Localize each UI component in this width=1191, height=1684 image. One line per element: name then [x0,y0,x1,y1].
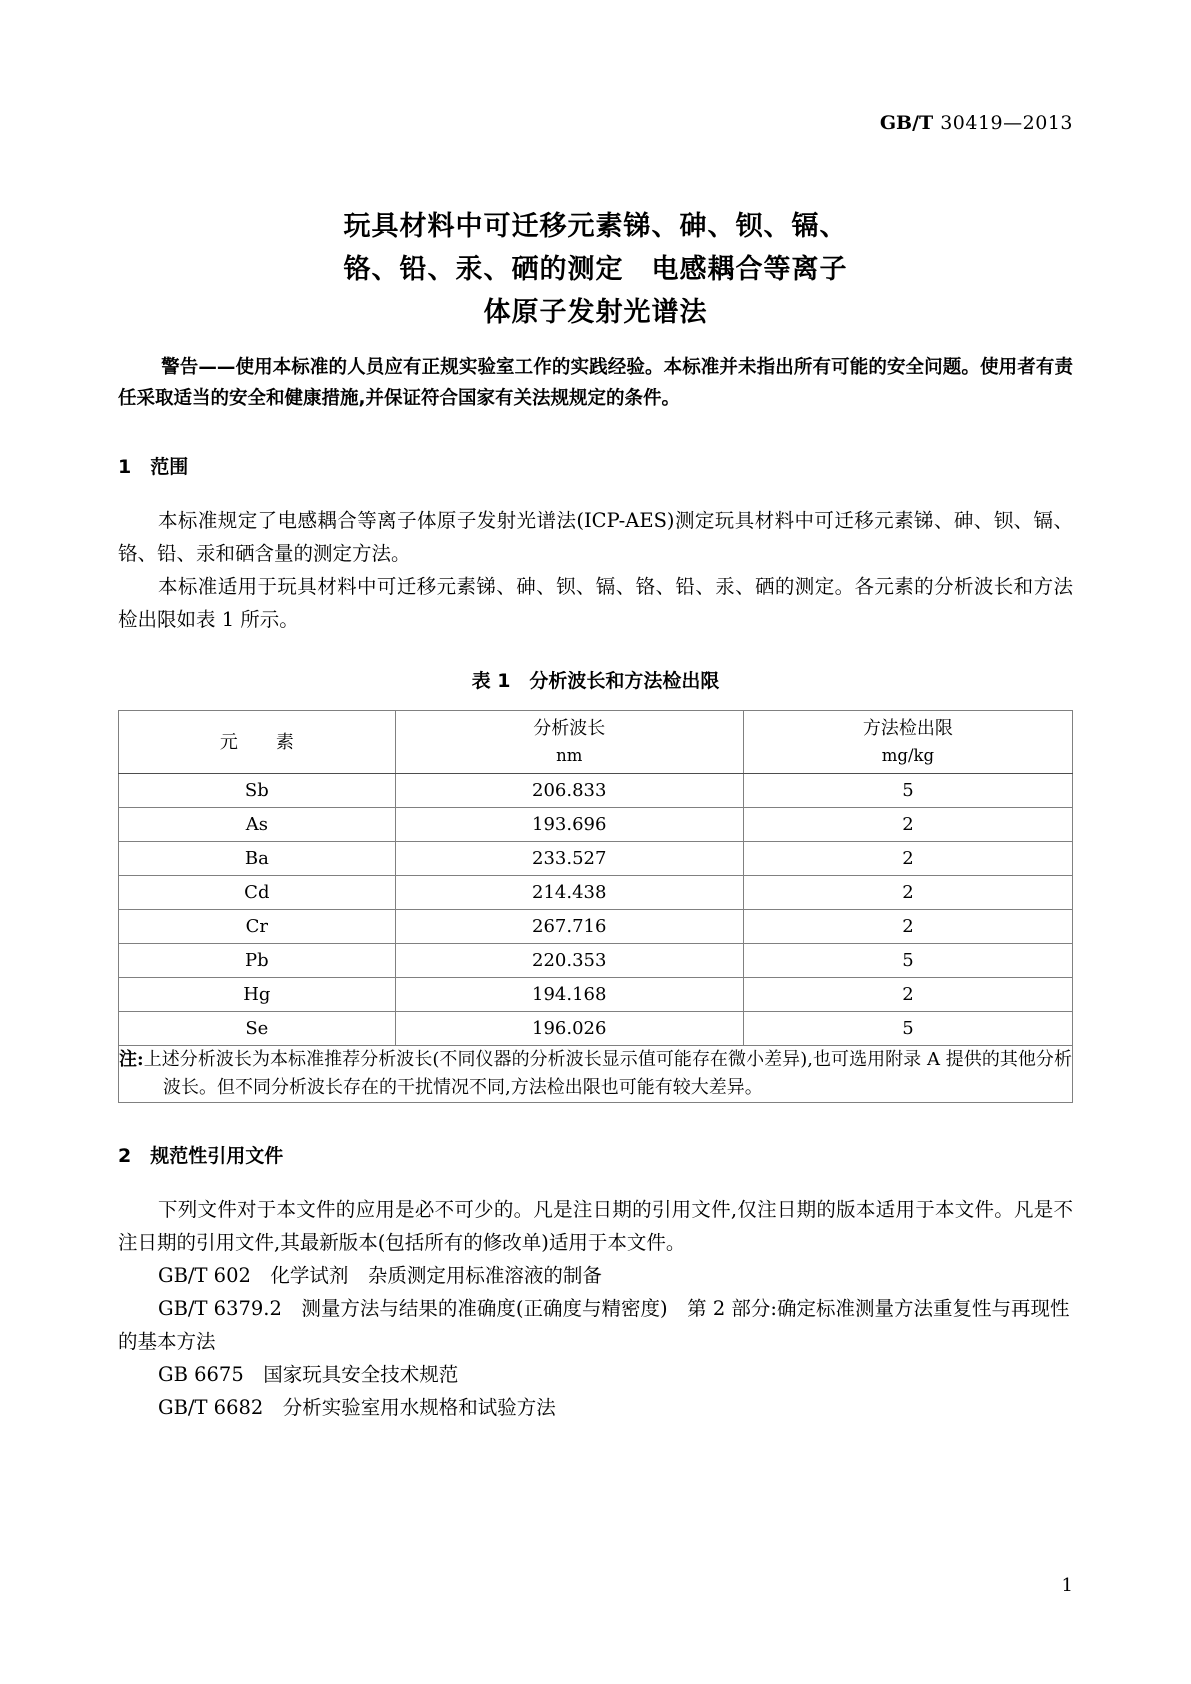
cell-detection-limit: 2 [743,978,1072,1012]
title-line-3: 体原子发射光谱法 [483,297,708,328]
clause-2-paragraph-1: 下列文件对于本文件的应用是必不可少的。凡是注日期的引用文件,仅注日期的版本适用于本文件。凡是不注日期的引用文件,其最新版本(包括所有的修改单)适用于本文件。 [118,1198,1073,1254]
table-1 [118,710,1073,1103]
cell-element: Sb [119,774,396,808]
table-1-head [119,711,1073,774]
running-header [880,112,1073,134]
cell-wavelength: 220.353 [395,944,743,978]
column-header-element-label: 元 素 [219,731,304,753]
cell-detection-limit: 5 [743,944,1072,978]
cell-detection-limit: 5 [743,774,1072,808]
table-row [119,876,1073,910]
document-body [118,352,1073,1424]
cell-detection-limit: 2 [743,910,1072,944]
cell-detection-limit: 2 [743,876,1072,910]
normative-reference-item: GB/T 6682 分析实验室用水规格和试验方法 [158,1396,556,1419]
table-1-caption: 表 1 分析波长和方法检出限 [471,670,720,692]
page-title [0,205,1191,334]
table-note-label: 注: [119,1049,144,1070]
cell-element: Ba [119,842,396,876]
column-header-detection-limit-unit: mg/kg [881,746,935,765]
cell-element: Hg [119,978,396,1012]
cell-wavelength: 196.026 [395,1012,743,1046]
standard-number: 30419—2013 [940,112,1073,134]
cell-element: Cd [119,876,396,910]
column-header-detection-limit-label: 方法检出限 [862,718,953,739]
table-row [119,944,1073,978]
column-header-wavelength-label: 分析波长 [533,718,606,739]
table-row [119,978,1073,1012]
column-header-wavelength-unit: nm [556,746,583,765]
cell-wavelength: 233.527 [395,842,743,876]
cell-detection-limit: 2 [743,842,1072,876]
warning-paragraph [118,352,1073,414]
table-row [119,842,1073,876]
cell-wavelength: 194.168 [395,978,743,1012]
cell-element: Cr [119,910,396,944]
normative-reference-item: GB/T 6379.2 测量方法与结果的准确度(正确度与精密度) 第 2 部分:确定标准测量方法重复性与再现性的基本方法 [118,1297,1070,1353]
cell-wavelength: 214.438 [395,876,743,910]
table-1-body [119,774,1073,1103]
cell-wavelength: 206.833 [395,774,743,808]
table-note-content [119,1046,1072,1102]
page-number: 1 [1061,1575,1073,1596]
clause-1-heading: 1 范围 [118,456,189,478]
normative-reference-item: GB/T 602 化学试剂 杂质测定用标准溶液的制备 [158,1264,602,1287]
table-1-note [119,1046,1073,1103]
table-header-row [119,711,1073,774]
table-note-row [119,1046,1073,1103]
table-row [119,774,1073,808]
normative-reference-item: GB 6675 国家玩具安全技术规范 [158,1363,459,1386]
column-header-element [119,711,396,774]
title-line-1: 玩具材料中可迁移元素锑、砷、钡、镉、 [343,211,848,242]
table-note-text: 上述分析波长为本标准推荐分析波长(不同仪器的分析波长显示值可能存在微小差异),也可选用附录 A 提供的其他分析波长。但不同分析波长存在的干扰情况不同,方法检出限也可能有较大差异。 [143,1049,1072,1098]
cell-wavelength: 193.696 [395,808,743,842]
column-header-detection-limit [743,711,1072,774]
table-row [119,808,1073,842]
warning-line-1: 警告——使用本标准的人员应有正规实验室工作的实践经验。本标准并未指出所有可能的安全问 [161,357,943,378]
cell-element: Se [119,1012,396,1046]
column-header-wavelength [395,711,743,774]
clause-2-heading: 2 规范性引用文件 [118,1145,284,1167]
clause-1-paragraph-1: 本标准规定了电感耦合等离子体原子发射光谱法(ICP-AES)测定玩具材料中可迁移元素锑、砷、钡、镉、铬、铅、汞和硒含量的测定方法。 [118,509,1073,565]
title-line-2: 铬、铅、汞、硒的测定 电感耦合等离子 [343,254,848,285]
cell-detection-limit: 2 [743,808,1072,842]
cell-wavelength: 267.716 [395,910,743,944]
cell-element: As [119,808,396,842]
standard-prefix: GB/T [879,112,934,134]
clause-1-paragraph-2: 本标准适用于玩具材料中可迁移元素锑、砷、钡、镉、铬、铅、汞、硒的测定。各元素的分析波长和方法检出限如表 1 所示。 [118,575,1073,631]
warning-line-2: 题。使用者有责任采取适当的安全和健康措施,并保证符合国家有关法规规定的条件。 [118,357,1073,409]
table-row [119,910,1073,944]
cell-detection-limit: 5 [743,1012,1072,1046]
cell-element: Pb [119,944,396,978]
table-row [119,1012,1073,1046]
